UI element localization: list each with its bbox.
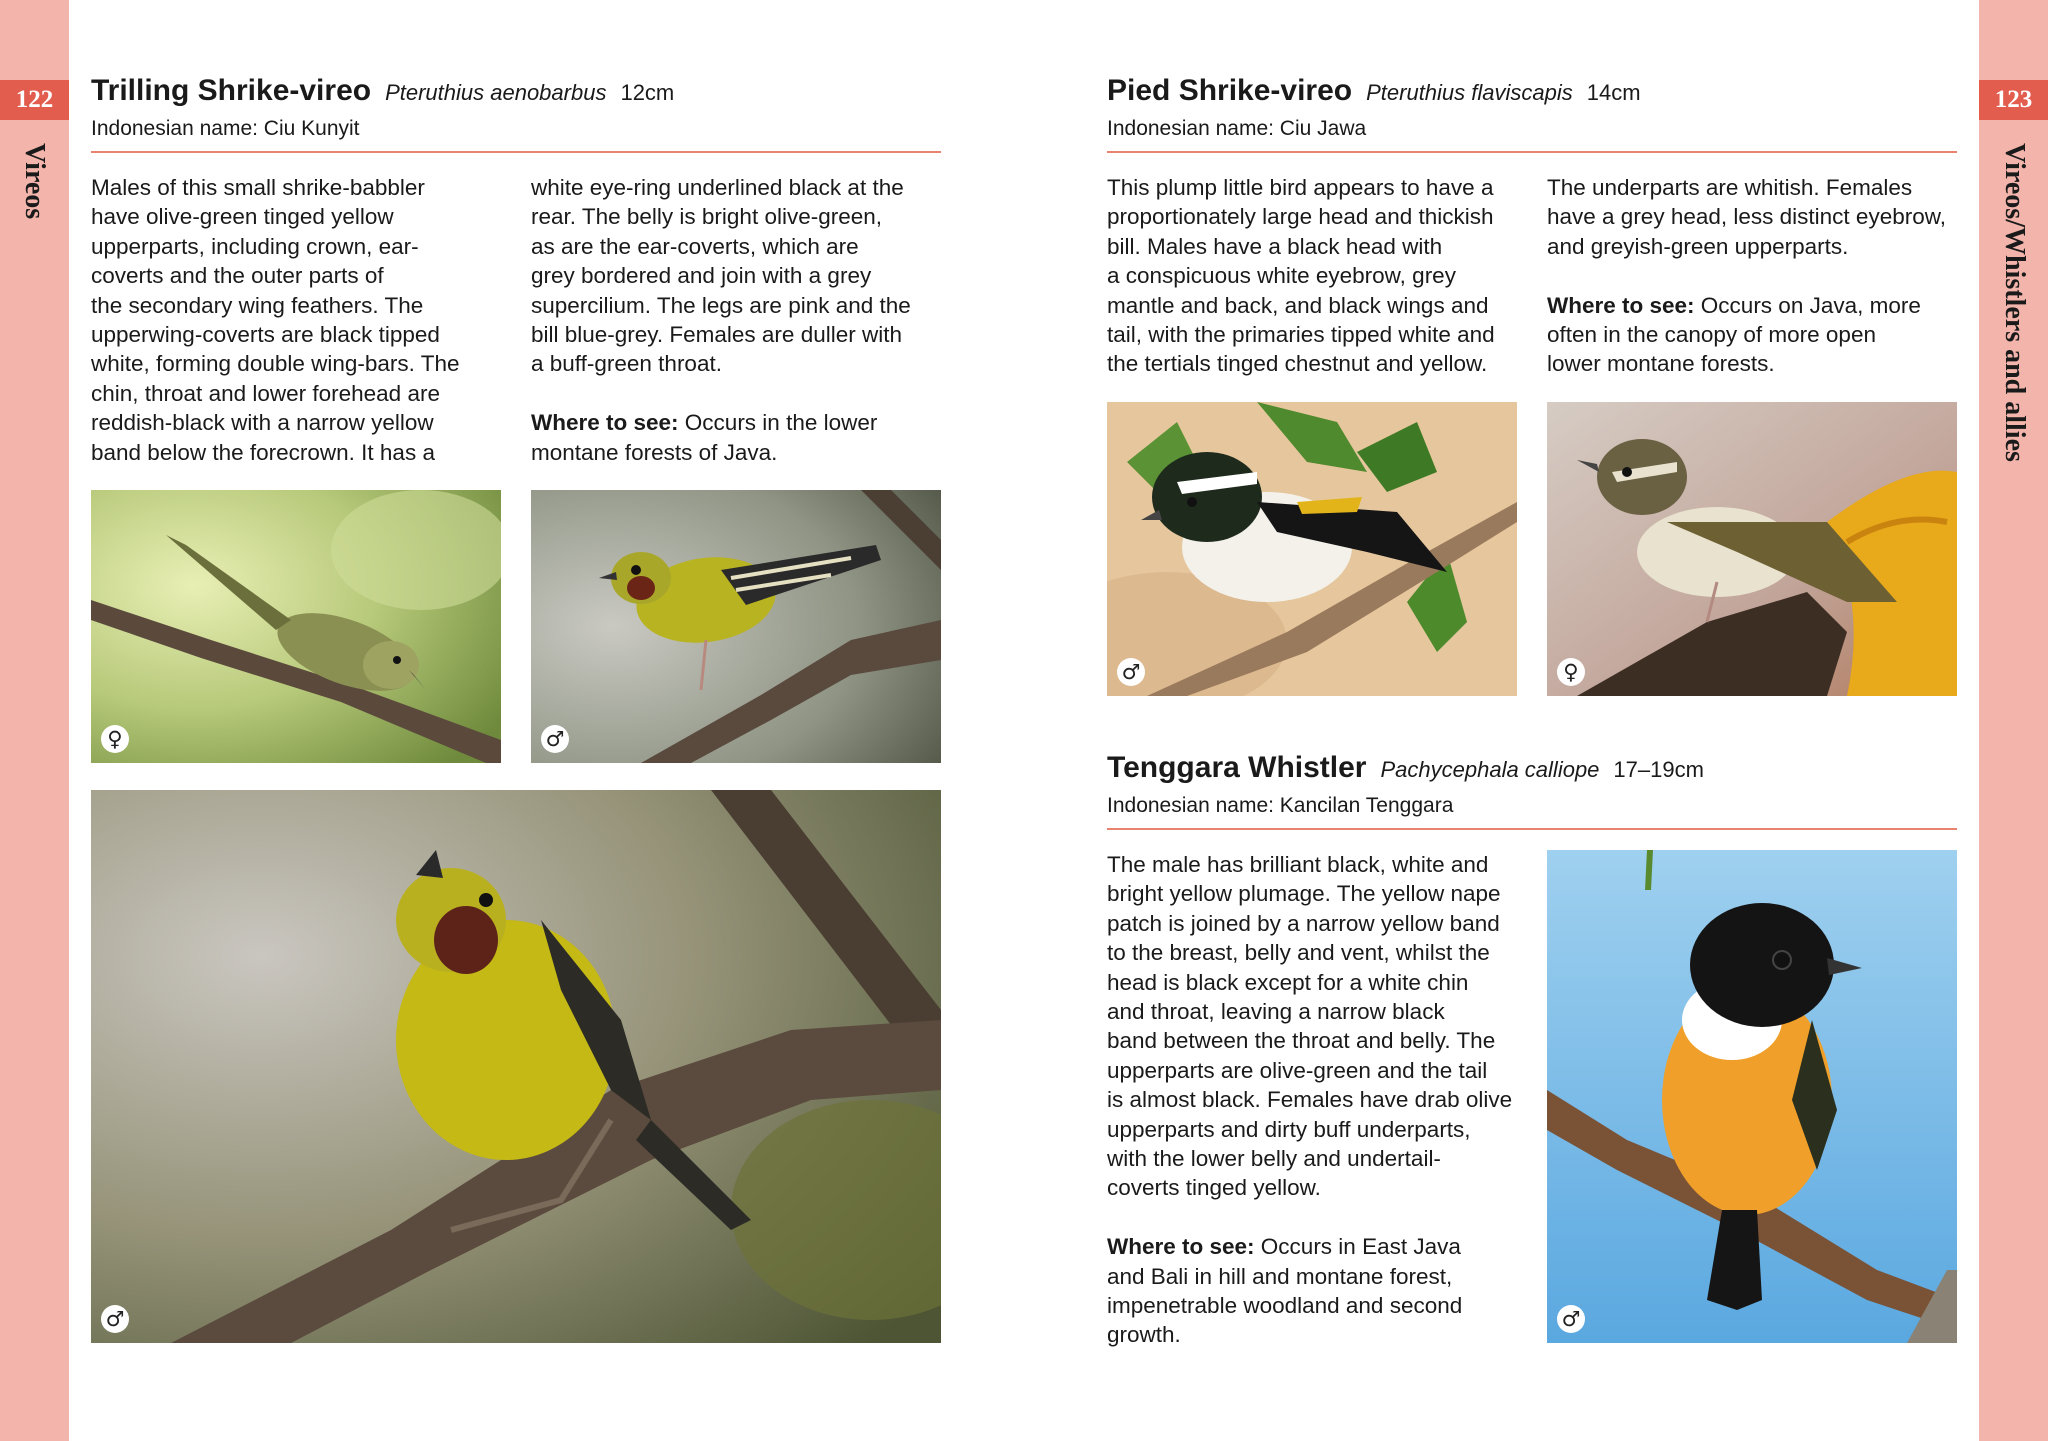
text-line: white, forming double wing-bars. The (91, 351, 460, 377)
text-line: and throat, leaving a narrow black (1107, 999, 1445, 1025)
text-line: The underparts are whitish. Females (1547, 175, 1913, 200)
where-text: Occurs in East Java (1254, 1234, 1461, 1260)
title-rule (1107, 151, 1957, 153)
where-to-see (1547, 291, 1967, 320)
text-line: as are the ear-coverts, which are (531, 233, 859, 259)
description-column-1 (91, 173, 511, 467)
scientific-name: Pteruthius flaviscapis (1366, 80, 1573, 105)
text-line: upperparts are olive-green and the tail (1107, 1057, 1488, 1083)
photo-trilling-female (91, 490, 501, 763)
text-line: have olive-green tinged yellow (91, 204, 394, 230)
description-column-2 (1547, 173, 1967, 379)
text-line: a buff-green throat. (531, 351, 722, 377)
where-to-see (531, 408, 951, 437)
indonesian-name: Indonesian name: Kancilan Tenggara (1107, 794, 1454, 817)
text-line: a conspicuous white eyebrow, grey (1107, 263, 1456, 289)
text-line: upperwing-coverts are black tipped (91, 322, 440, 348)
title-rule (91, 151, 941, 153)
page-number-left: 122 (0, 80, 69, 120)
text-line: impenetrable woodland and second (1107, 1293, 1463, 1319)
size-label: 12cm (620, 80, 675, 105)
text-line: This plump little bird appears to have a (1107, 175, 1494, 200)
text-line: reddish-black with a narrow yellow (91, 410, 434, 436)
text-line: growth. (1107, 1322, 1181, 1348)
text-line: mantle and back, and black wings and (1107, 292, 1489, 318)
where-to-see (1107, 1232, 1532, 1261)
male-symbol: ♂ (1557, 1305, 1585, 1333)
text-line: the tertials tinged chestnut and yellow. (1107, 351, 1488, 377)
scientific-name: Pachycephala calliope (1380, 757, 1600, 782)
text-line: patch is joined by a narrow yellow band (1107, 910, 1500, 936)
size-label: 14cm (1586, 80, 1641, 105)
where-label: Where to see: (1107, 1234, 1255, 1260)
female-symbol: ♀ (1557, 658, 1585, 686)
text-line: coverts and the outer parts of (91, 263, 384, 289)
text-line: head is black except for a white chin (1107, 969, 1469, 995)
description-column-1 (1107, 173, 1532, 379)
text-line: bill. Males have a black head with (1107, 233, 1443, 259)
text-line: white eye-ring underlined black at the (531, 175, 904, 200)
text-line: The male has brilliant black, white and (1107, 852, 1489, 877)
species-title-trilling (91, 74, 674, 108)
text-line: the secondary wing feathers. The (91, 292, 424, 318)
common-name: Trilling Shrike-vireo (91, 74, 372, 107)
text-line: have a grey head, less distinct eyebrow, (1547, 204, 1946, 230)
text-line: with the lower belly and undertail- (1107, 1146, 1441, 1172)
photo-pied-male (1107, 402, 1517, 696)
where-text: Occurs in the lower (678, 410, 878, 436)
size-label: 17–19cm (1613, 757, 1704, 782)
text-line: supercilium. The legs are pink and the (531, 292, 911, 318)
section-label-right: Vireos/Whistlers and allies (1999, 143, 2030, 462)
text-line: bright yellow plumage. The yellow nape (1107, 881, 1501, 907)
where-text: Occurs on Java, more (1694, 292, 1921, 318)
indonesian-name: Indonesian name: Ciu Jawa (1107, 117, 1367, 140)
text-line: and greyish-green upperparts. (1547, 233, 1849, 259)
photo-tenggara-male (1547, 850, 1957, 1343)
common-name: Tenggara Whistler (1107, 751, 1367, 784)
text-line: upperparts, including crown, ear- (91, 233, 419, 259)
text-line: coverts tinged yellow. (1107, 1175, 1321, 1201)
text-line: and Bali in hill and montane forest, (1107, 1263, 1453, 1289)
text-line: band below the forecrown. It has a (91, 439, 435, 465)
text-line: band between the throat and belly. The (1107, 1028, 1496, 1054)
photo-pied-female (1547, 402, 1957, 696)
text-line: to the breast, belly and vent, whilst the (1107, 940, 1490, 966)
common-name: Pied Shrike-vireo (1107, 74, 1353, 107)
text-line: tail, with the primaries tipped white and (1107, 322, 1495, 348)
text-line: grey bordered and join with a grey (531, 263, 872, 289)
text-line: Males of this small shrike-babbler (91, 175, 425, 200)
scientific-name: Pteruthius aenobarbus (385, 80, 607, 105)
indonesian-name: Indonesian name: Ciu Kunyit (91, 117, 360, 140)
female-symbol: ♀ (101, 725, 129, 753)
text-line: rear. The belly is bright olive-green, (531, 204, 883, 230)
page-number-right: 123 (1979, 80, 2048, 120)
photo-trilling-male (531, 490, 941, 763)
text-line: often in the canopy of more open (1547, 322, 1876, 348)
text-line: lower montane forests. (1547, 351, 1775, 377)
text-line: bill blue-grey. Females are duller with (531, 322, 902, 348)
where-label: Where to see: (531, 410, 679, 436)
title-rule (1107, 828, 1957, 830)
text-line: upperparts and dirty buff underparts, (1107, 1116, 1471, 1142)
text-line: proportionately large head and thickish (1107, 204, 1494, 230)
species-title-tenggara (1107, 751, 1704, 785)
text-line: montane forests of Java. (531, 439, 778, 465)
description-column-2 (531, 173, 951, 467)
text-line: chin, throat and lower forehead are (91, 380, 440, 406)
photo-trilling-male-large (91, 790, 941, 1343)
species-title-pied (1107, 74, 1641, 108)
male-symbol: ♂ (101, 1305, 129, 1333)
male-symbol: ♂ (1117, 658, 1145, 686)
description-column-1 (1107, 850, 1532, 1350)
text-line: is almost black. Females have drab olive (1107, 1087, 1513, 1113)
male-symbol: ♂ (541, 725, 569, 753)
section-label-left: Vireos (19, 143, 50, 220)
where-label: Where to see: (1547, 292, 1695, 318)
